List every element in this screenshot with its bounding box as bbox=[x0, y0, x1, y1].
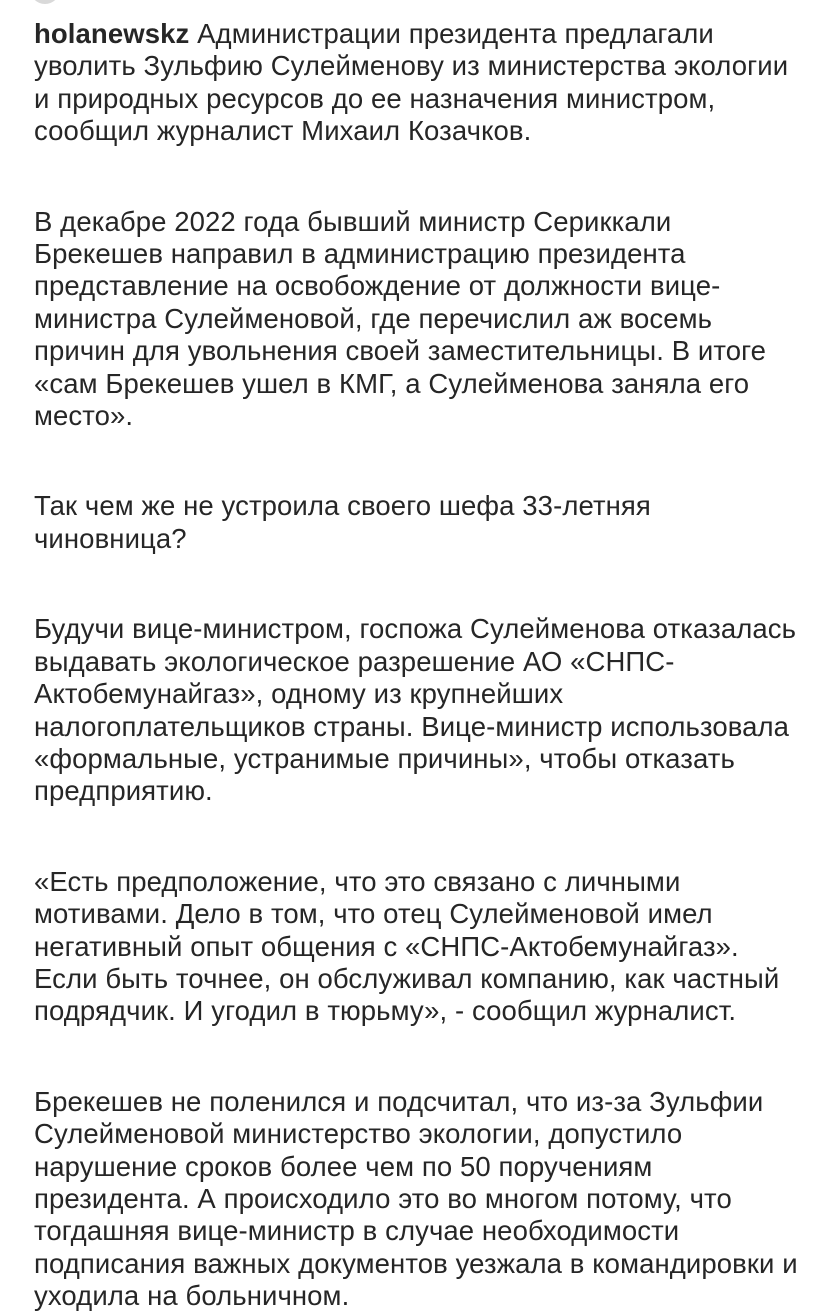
caption-paragraph: «Есть предположение, что это связано с личными мотивами. Дело в том, что отец Сулейменовой имел негативный опыт общения с «СНПС-Актобемунайгаз». Если быть точнее, он обслуживал компанию, как частный подрядчик. И угодил в тюрьму», - сообщил журналист. bbox=[34, 865, 780, 1027]
caption-paragraph bbox=[34, 18, 806, 148]
caption-paragraph: Будучи вице-министром, госпожа Сулейменова отказалась выдавать экологическое разрешение АО «СНПС-Актобемунайгаз», одному из крупнейших налогоплательщиков страны. Вице-министр использовала «формальные, устранимые причины», чтобы отказать предприятию. bbox=[34, 613, 797, 807]
caption-paragraph: Так чем же не устроила своего шефа 33-летняя чиновница? bbox=[34, 490, 651, 554]
caption-paragraph: Брекешев не поленился и подсчитал, что из-за Зульфии Сулейменовой министерство экологии, допустило нарушение сроков более чем по 50 поручениям президента. А происходило это во многом потому, что тогдашняя вице-министр в случае необходимости подписания важных документов уезжала в командировки и уходила на больничном. bbox=[34, 1085, 798, 1312]
username-link[interactable]: holanewskz bbox=[34, 18, 190, 49]
avatar[interactable] bbox=[30, 0, 60, 4]
caption-paragraph: В декабре 2022 года бывший министр Сериккали Брекешев направил в администрацию президента представление на освобождение от должности вице-министра Сулейменовой, где перечислил аж восемь причин для увольнения своей заместительницы. В итоге «сам Брекешев ушел в КМГ, а Сулейменова заняла его место». bbox=[34, 205, 767, 432]
caption-text: Администрации президента предлагали уволить Зульфию Сулейменову из министерства экологии и природных ресурсов до ее назначения министром, сообщил журналист Михаил Козачков. bbox=[34, 18, 789, 147]
post-caption bbox=[34, 18, 806, 1313]
